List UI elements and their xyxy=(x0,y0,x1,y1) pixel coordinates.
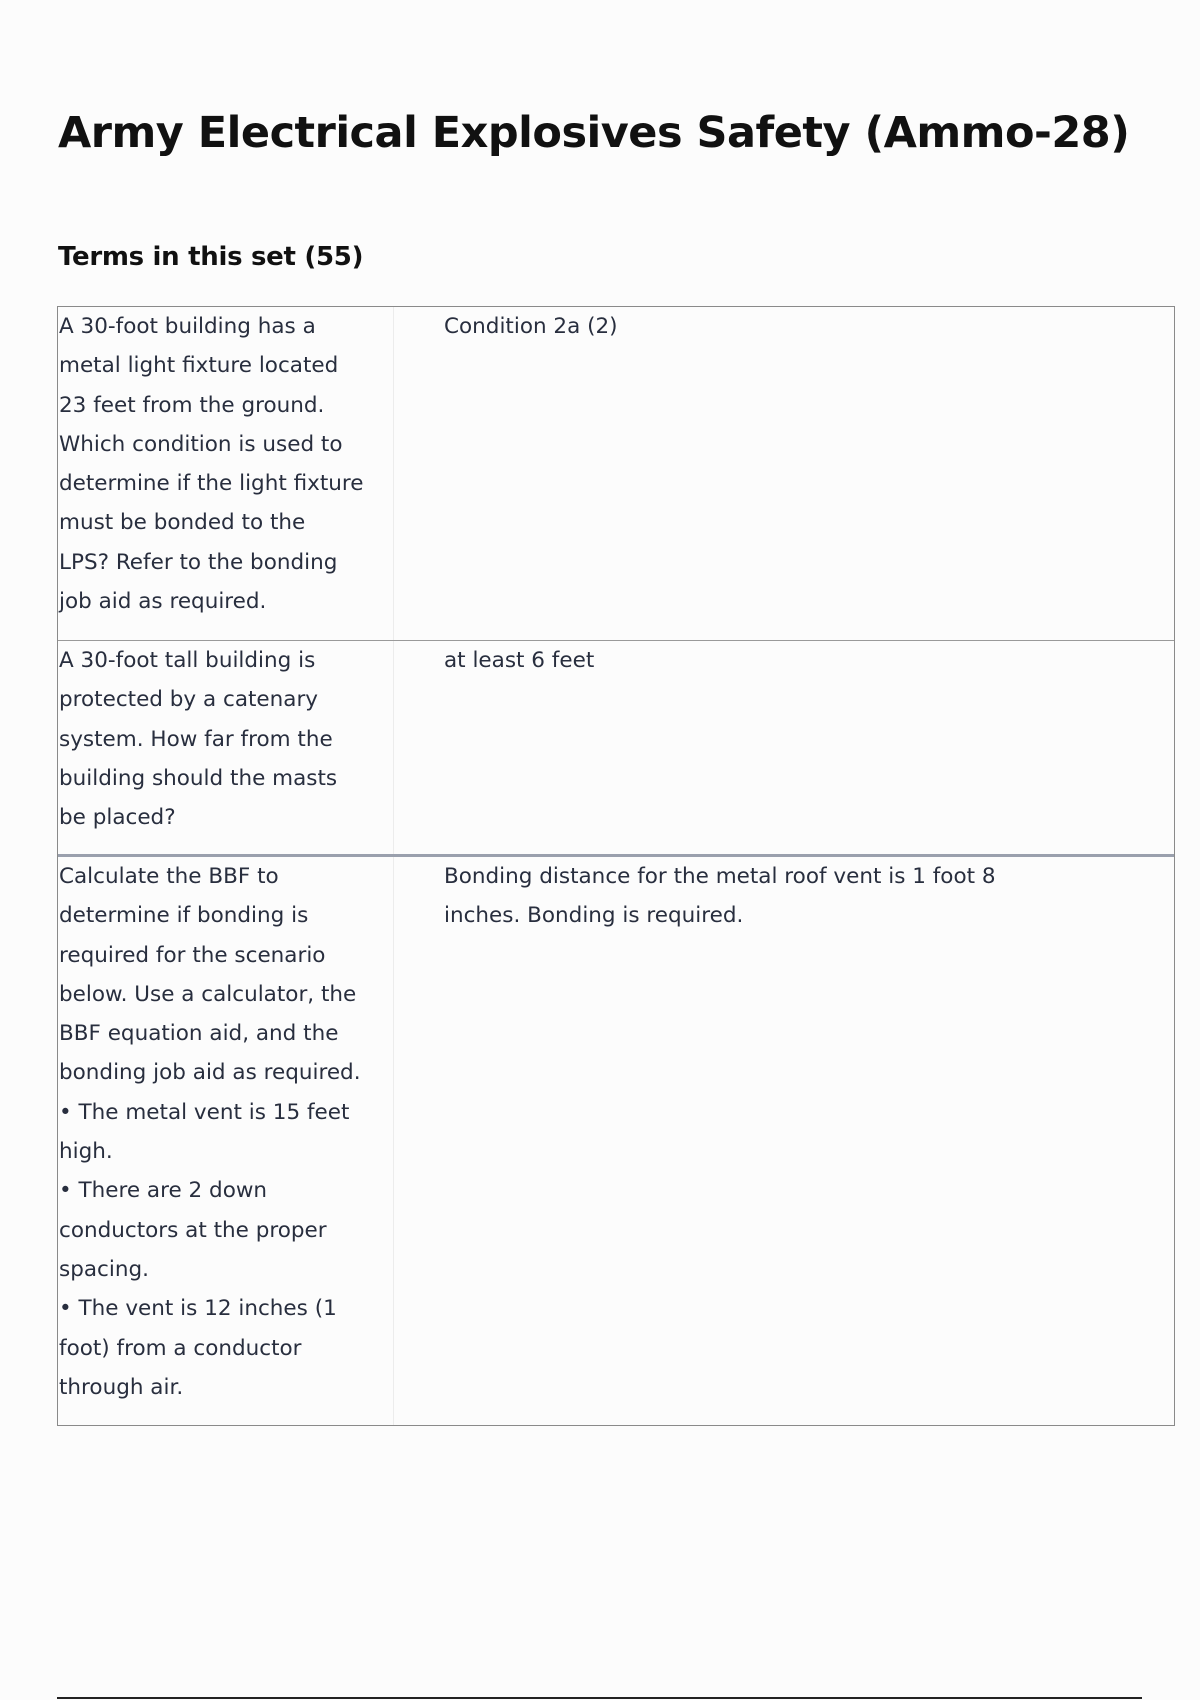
term-row xyxy=(58,640,1174,854)
page-title: Army Electrical Explosives Safety (Ammo-28) xyxy=(58,108,1130,158)
term-text: Calculate the BBF to determine if bonding is required for the scenario below. Use a calculator, the BBF equation aid, and the bonding job aid as required. • The metal vent is 15 feet high. • There are 2 down conductors at the proper spacing. • The vent is 12 inches (1 foot) from a conductor through air. xyxy=(58,857,394,1425)
definition-text: Condition 2a (2) xyxy=(444,314,618,339)
term-text: A 30-foot tall building is protected by a catenary system. How far from the building should the masts be placed? xyxy=(58,641,394,854)
term-row xyxy=(58,307,1174,640)
terms-count-heading: Terms in this set (55) xyxy=(58,242,364,272)
definition-text: at least 6 feet xyxy=(444,648,595,673)
footer-divider xyxy=(57,1697,1142,1699)
definition-text: Bonding distance for the metal roof vent is 1 foot 8 inches. Bonding is required. xyxy=(444,864,996,929)
term-text: A 30-foot building has a metal light fixture located 23 feet from the ground. Which condition is used to determine if the light fixture must be bonded to the LPS? Refer to the bonding job aid as required. xyxy=(58,307,394,640)
terms-table xyxy=(57,306,1175,1426)
term-row xyxy=(58,854,1174,1425)
